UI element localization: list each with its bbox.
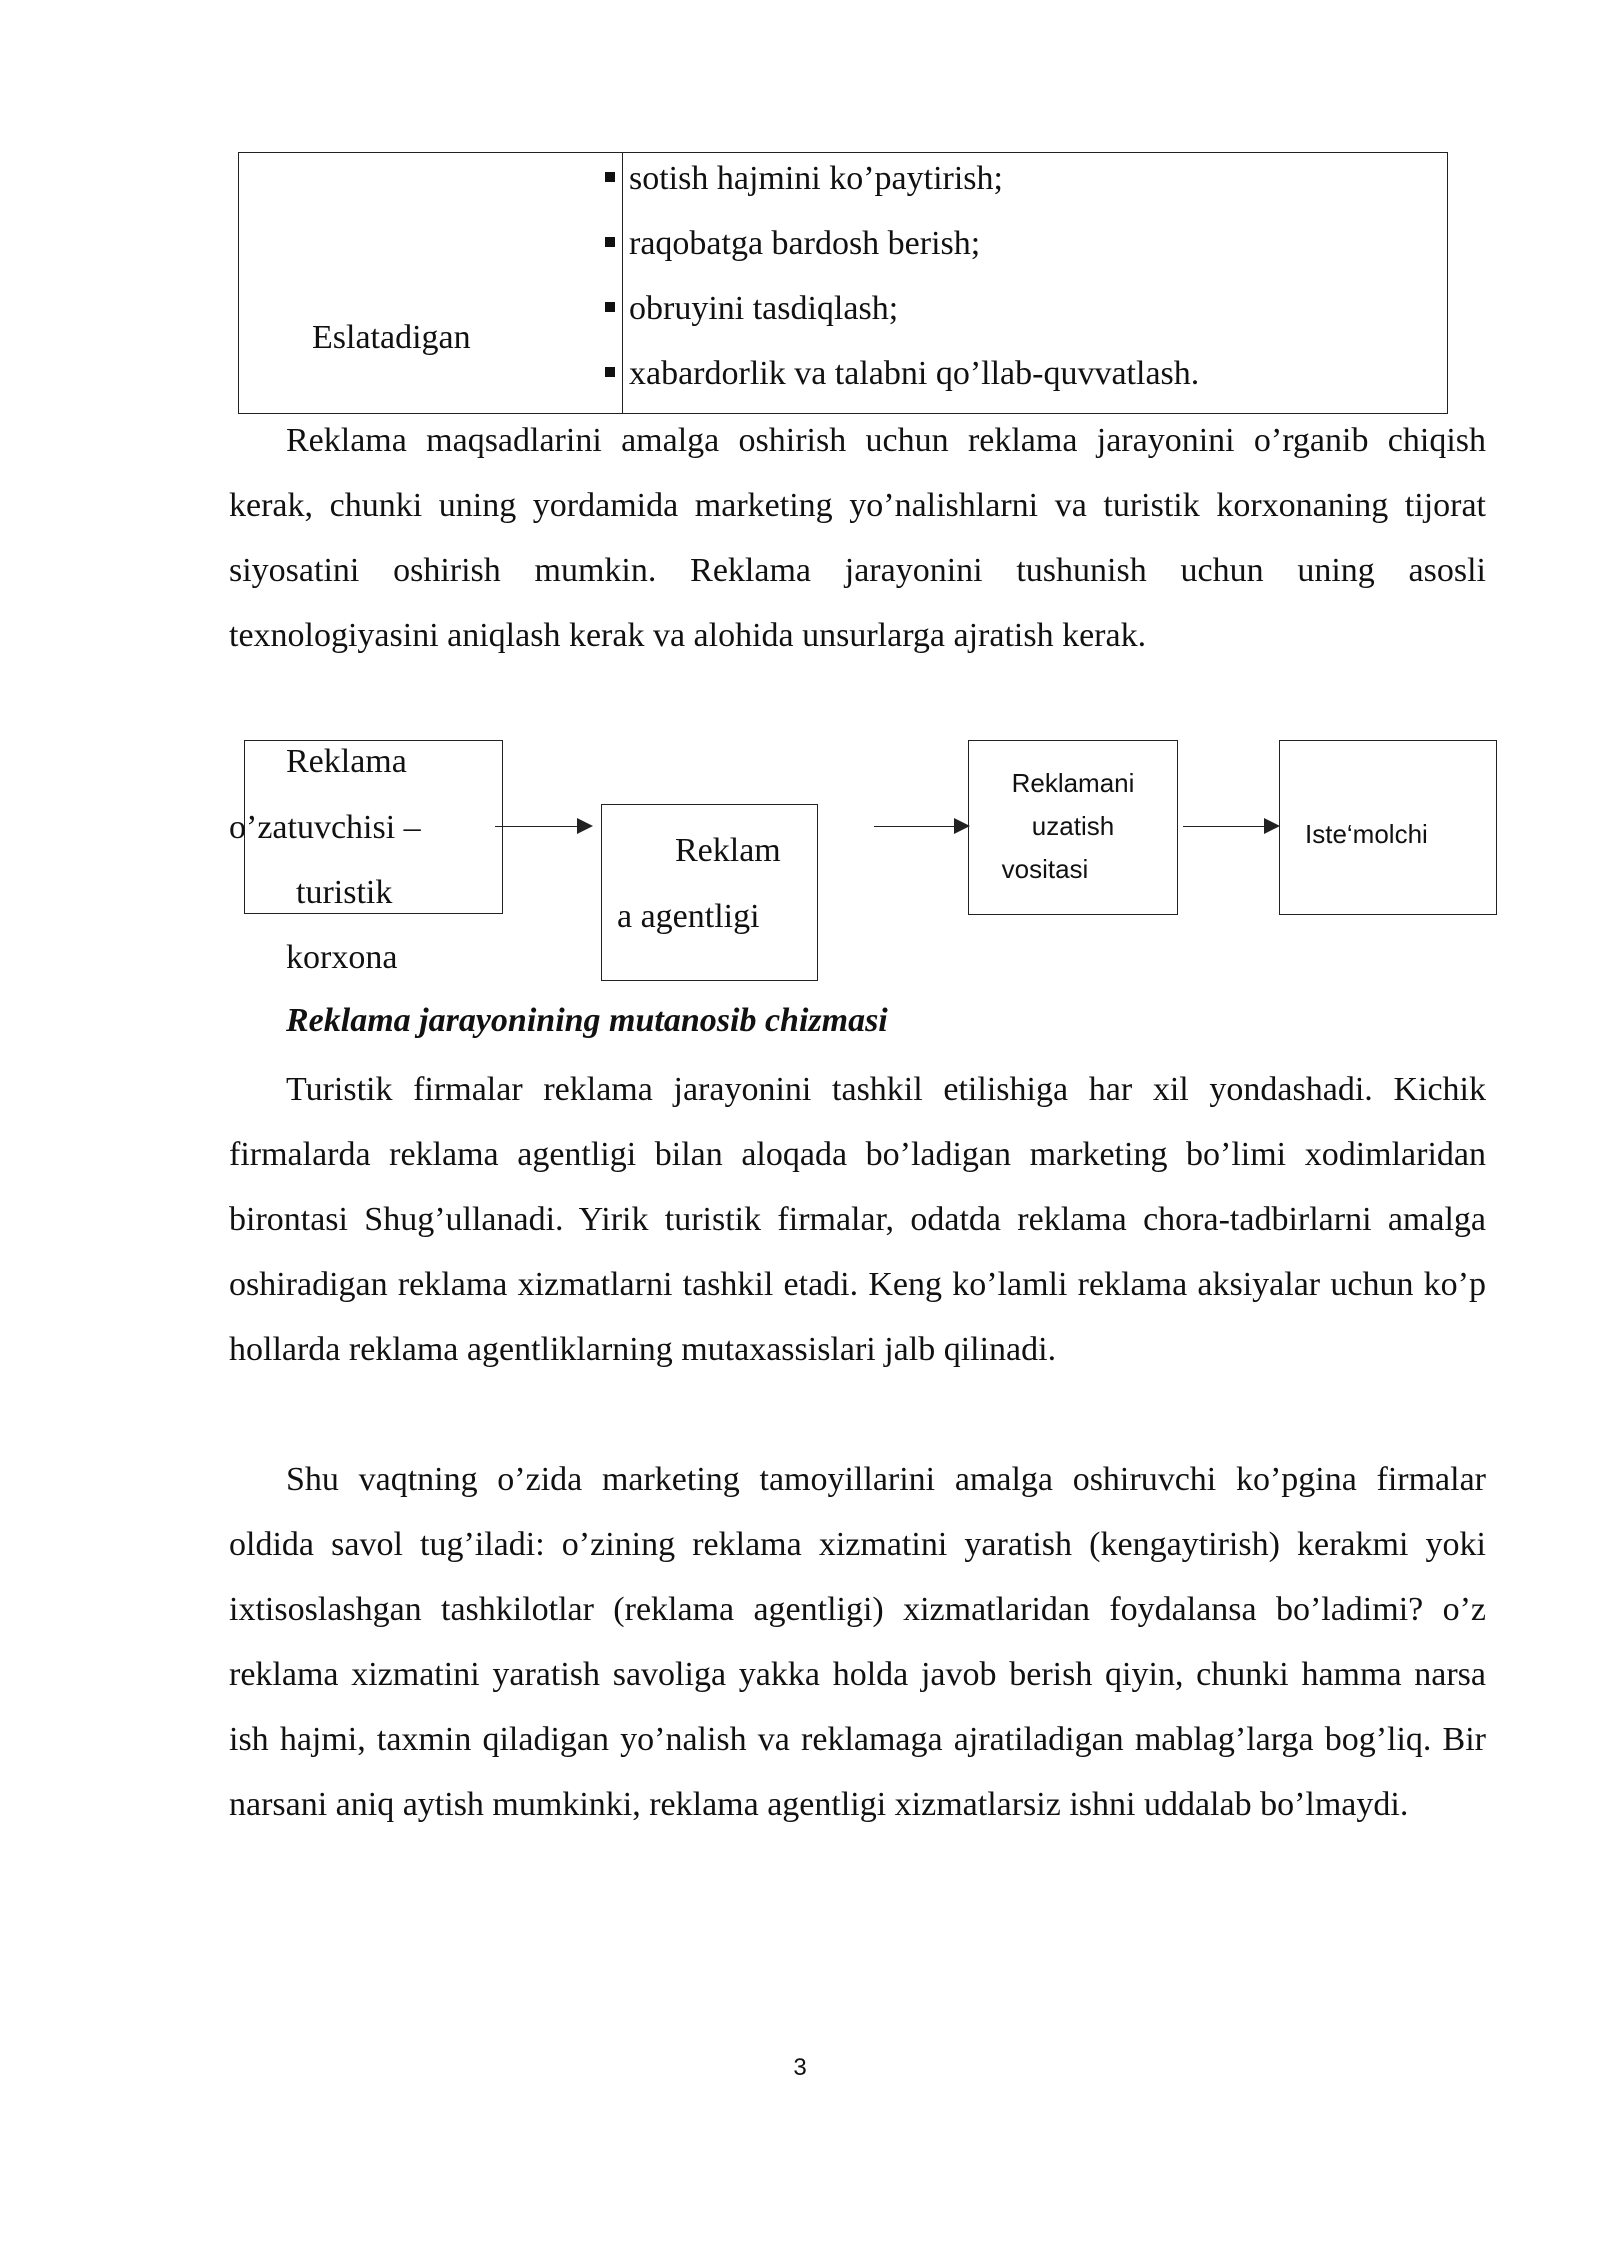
- box-consumer-line1: Iste‘molchi: [1305, 819, 1428, 849]
- arrow-right-icon: [1183, 826, 1278, 827]
- paragraph-text: Reklama maqsadlarini amalga oshirish uchun reklama jarayonini o’rganib chiqish kerak, chunki uning yordamida marketing yo’nalishlarni va turistik korxonaning tijorat siyosatini oshirish mumkin. Reklama jarayonini tushunish uchun uning asosli texnologiyasini aniqlash kerak va alohida unsurlarga ajratish kerak.: [229, 422, 1486, 654]
- arrow-right-icon: [495, 826, 591, 827]
- list-item-text: sotish hajmini ko’paytirish;: [629, 160, 1003, 197]
- paragraph: [229, 1447, 1486, 1837]
- page-number: 3: [793, 2054, 807, 2081]
- paragraph-text: Shu vaqtning o’zida marketing tamoyillarini amalga oshiruvchi ko’pgina firmalar oldida savol tug’iladi: o’zining reklama xizmatini yaratish (kengaytirish) kerakmi yoki ixtisoslashgan tashkilotlar (reklama agentligi) xizmatlaridan foydalansa bo’ladimi? o’z reklama xizmatini yaratish savoliga yakka holda javob berish qiyin, chunki hamma narsa ish hajmi, taxmin qiladigan yo’nalish va reklamaga ajratiladigan mablag’larga bog’liq. Bir narsani aniq aytish mumkinki, reklama agentligi xizmatlarsiz ishni uddalab bo’lmaydi.: [229, 1461, 1486, 1823]
- box-media-line2: uzatish: [1031, 811, 1115, 841]
- paragraph-text: Turistik firmalar reklama jarayonini tashkil etilishiga har xil yondashadi. Kichik firmalarda reklama agentligi bilan aloqada bo’ladigan marketing bo’limi xodimlaridan birontasi Shug’ullanadi. Yirik turistik firmalar, odatda reklama chora-tadbirlarni amalga oshiradigan reklama xizmatlarni tashkil etadi. Keng ko’lamli reklama aksiyalar uchun ko’p hollarda reklama agentliklarning mutaxassislari jalb qilinadi.: [229, 1071, 1486, 1368]
- list-item-text: obruyini tasdiqlash;: [629, 290, 899, 327]
- list-item: [605, 357, 1199, 391]
- box-agency-line2: a agentligi: [617, 898, 760, 935]
- square-bullet-icon: [605, 367, 615, 377]
- paragraph: [229, 1057, 1486, 1382]
- list-item: [605, 162, 1003, 196]
- square-bullet-icon: [605, 237, 615, 247]
- list-item-text: raqobatga bardosh berish;: [629, 225, 981, 262]
- box-advertiser-line4: korxona: [286, 939, 398, 976]
- list-item-text: xabardorlik va talabni qo’llab-quvvatlash.: [629, 355, 1200, 392]
- box-advertiser-line1: Reklama: [286, 743, 407, 780]
- box-advertiser-line3: turistik: [296, 874, 393, 911]
- box-media-line3: vositasi: [1001, 854, 1089, 884]
- box-media-line1: Reklamani: [1011, 768, 1135, 798]
- list-item: [605, 227, 980, 261]
- list-item: [605, 292, 898, 326]
- box-agency-line1: Reklam: [675, 832, 781, 869]
- paragraph: [229, 408, 1486, 668]
- square-bullet-icon: [605, 302, 615, 312]
- arrow-right-icon: [874, 826, 968, 827]
- goals-table: [238, 152, 1448, 414]
- diagram-caption: Reklama jarayonining mutanosib chizmasi: [286, 1002, 888, 1039]
- square-bullet-icon: [605, 172, 615, 182]
- diagram-box-agency: [601, 804, 818, 981]
- box-advertiser-line2: o’zatuvchisi –: [229, 809, 421, 846]
- table-row-label: Eslatadigan: [312, 319, 471, 356]
